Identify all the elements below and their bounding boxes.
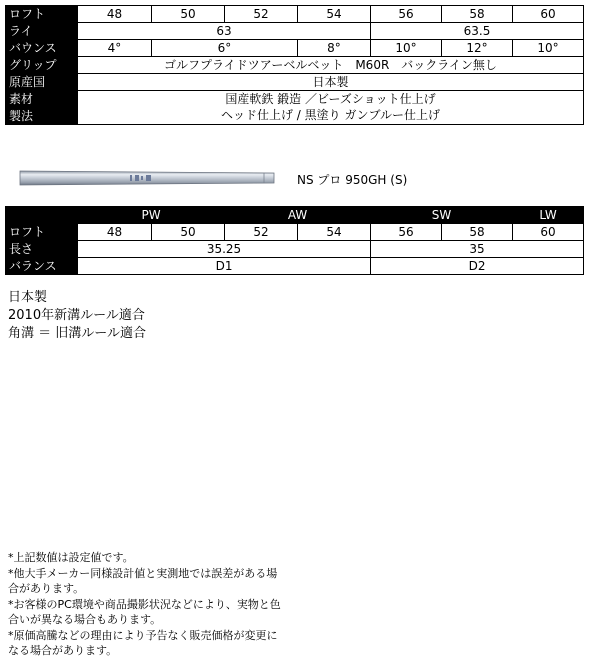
disclaimer-line: *上記数値は設定値です。 (8, 551, 134, 564)
loft-cell: 54 (298, 224, 371, 241)
loft-cell: 60 (513, 6, 584, 23)
material-value: 国産軟鉄 鍛造 ／ビーズショット仕上げ (78, 91, 584, 108)
origin-row (6, 74, 584, 91)
shaft-image (18, 170, 276, 186)
balance-left-cell: D1 (78, 258, 371, 275)
spec-table (5, 5, 584, 125)
loft-row (6, 6, 584, 23)
length-label: 長さ (6, 241, 78, 258)
loft-cell: 56 (371, 224, 442, 241)
lie-right-cell: 63.5 (371, 23, 584, 40)
loft-cell: 50 (152, 224, 225, 241)
bounce-cell: 6° (152, 40, 298, 57)
length-left-cell: 35.25 (78, 241, 371, 258)
note-line: 2010年新溝ルール適合 (8, 308, 145, 323)
disclaimer-line: なる場合があります。 (8, 644, 118, 657)
lie-row (6, 23, 584, 40)
bounce-cell: 10° (513, 40, 584, 57)
loft-cell: 58 (442, 224, 513, 241)
notes (8, 289, 146, 343)
material-label: 素材 (6, 91, 78, 108)
origin-label: 原産国 (6, 74, 78, 91)
grip-label: グリップ (6, 57, 78, 74)
group-header-sw: SW (371, 207, 513, 224)
loft-row (6, 224, 584, 241)
material-row (6, 91, 584, 108)
method-value: ヘッド仕上げ / 黒塗り ガンブルー仕上げ (78, 108, 584, 125)
method-label: 製法 (6, 108, 78, 125)
shaft-name: NS プロ 950GH (S) (297, 173, 408, 187)
group-header-lw: LW (513, 207, 584, 224)
loft-cell: 50 (152, 6, 225, 23)
disclaimer-line: 合があります。 (8, 582, 85, 595)
disclaimer-line: *他大手メーカー同様設計値と実測地では誤差がある場 (8, 566, 278, 580)
note-line: 日本製 (8, 290, 48, 305)
bounce-cell: 4° (78, 40, 152, 57)
balance-right-cell: D2 (371, 258, 584, 275)
loft-cell: 60 (513, 224, 584, 241)
loft-cell: 48 (78, 224, 152, 241)
loft-cell: 58 (442, 6, 513, 23)
loft-cell: 52 (225, 6, 298, 23)
bounce-cell: 10° (371, 40, 442, 57)
shaft-table (5, 206, 584, 275)
length-right-cell: 35 (371, 241, 584, 258)
loft-cell: 56 (371, 6, 442, 23)
disclaimer-line: *原価高騰などの理由により予告なく販売価格が変更に (8, 628, 278, 642)
disclaimer-line: 合いが異なる場合もあります。 (8, 613, 162, 626)
method-row (6, 108, 584, 125)
group-header-aw: AW (225, 207, 371, 224)
loft-cell: 52 (225, 224, 298, 241)
grip-value: ゴルフプライドツアーベルベット M60R バックライン無し (78, 57, 584, 74)
loft-label: ロフト (6, 224, 78, 241)
bounce-row (6, 40, 584, 57)
balance-label: バランス (6, 258, 78, 275)
group-header-pw: PW (78, 207, 225, 224)
length-row (6, 241, 584, 258)
lie-left-cell: 63 (78, 23, 371, 40)
disclaimer (8, 550, 308, 659)
loft-cell: 54 (298, 6, 371, 23)
bounce-cell: 8° (298, 40, 371, 57)
disclaimer-line: *お客様のPC環境や商品撮影状況などにより、実物と色 (8, 597, 281, 611)
loft-cell: 48 (78, 6, 152, 23)
bounce-label: バウンス (6, 40, 78, 57)
grip-row (6, 57, 584, 74)
loft-label: ロフト (6, 6, 78, 23)
bounce-cell: 12° (442, 40, 513, 57)
balance-row (6, 258, 584, 275)
lie-label: ライ (6, 23, 78, 40)
group-header-row (6, 207, 584, 224)
origin-value: 日本製 (78, 74, 584, 91)
group-header-blank (6, 207, 78, 224)
note-line: 角溝 ＝ 旧溝ルール適合 (8, 326, 147, 341)
